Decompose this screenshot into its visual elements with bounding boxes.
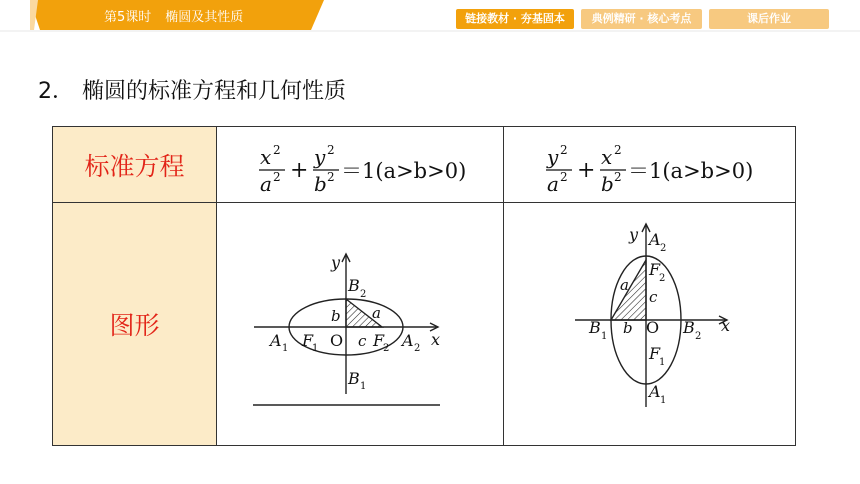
- svg-text:2: 2: [414, 343, 421, 354]
- nav-tab-examples[interactable]: 典例精研 · 核心考点: [581, 9, 702, 29]
- header-divider: [0, 30, 860, 32]
- lesson-title: [104, 6, 257, 25]
- fig-a-A1: A: [270, 331, 282, 350]
- fig-b-B2: B: [683, 318, 695, 337]
- fig-b-c: c: [649, 288, 658, 306]
- eq-b-den1-exp: 2: [560, 170, 568, 184]
- svg-text:2: 2: [383, 343, 390, 354]
- section-title: 椭圆的标准方程和几何性质: [82, 79, 347, 104]
- fig-b-y-label: y: [629, 225, 639, 244]
- eq-a-den1-exp: 2: [273, 170, 281, 184]
- fig-b-origin: O: [646, 318, 660, 337]
- svg-text:2: 2: [695, 331, 702, 342]
- fig-b-A1: A: [649, 382, 661, 401]
- fig-a-B2: B: [348, 276, 360, 295]
- eq-b-num2: x: [601, 145, 613, 169]
- fig-a-b: b: [331, 307, 341, 325]
- eq-b-den2-exp: 2: [614, 170, 622, 184]
- svg-text:1: 1: [312, 343, 319, 354]
- fig-b-B1: B: [589, 318, 601, 337]
- fig-a-B1: B: [348, 369, 360, 388]
- section-heading: [38, 74, 346, 105]
- figure-b-overlay: [503, 202, 794, 440]
- fig-a-x-label: x: [431, 330, 441, 349]
- equation-vertical: [504, 127, 796, 203]
- svg-text:2: 2: [660, 243, 667, 254]
- nav-tab-textbook[interactable]: 链接教材 · 夯基固本: [456, 9, 574, 29]
- svg-text:1: 1: [282, 343, 289, 354]
- eq-a-num1-exp: 2: [273, 143, 281, 157]
- eq-b-num2-exp: 2: [614, 143, 622, 157]
- eq-b-den1: a: [547, 172, 559, 196]
- eq-b-den2: b: [601, 172, 614, 196]
- svg-text:1: 1: [660, 395, 667, 406]
- lesson-tab: [30, 0, 324, 30]
- top-bar: [0, 0, 860, 33]
- fig-a-a: a: [372, 304, 381, 322]
- fig-b-b: b: [623, 319, 633, 337]
- svg-text:1: 1: [360, 381, 367, 392]
- lesson-topic: 椭圆及其性质: [165, 10, 244, 25]
- fig-b-F2: F: [649, 260, 661, 279]
- section-number: 2．: [38, 79, 74, 104]
- equation-horizontal: [217, 127, 504, 203]
- eq-b-rest: ＝1(a>b>0): [628, 159, 754, 183]
- fig-a-c: c: [358, 332, 367, 350]
- row-label-graph: 图形: [53, 203, 217, 446]
- fig-b-x-label: x: [721, 316, 731, 335]
- eq-a-den1: a: [260, 172, 272, 196]
- eq-a-num1: x: [260, 145, 272, 169]
- fig-b-A2: A: [649, 230, 661, 249]
- eq-b-num1-exp: 2: [560, 143, 568, 157]
- svg-text:+: +: [290, 158, 309, 183]
- fig-a-origin: O: [330, 331, 344, 350]
- fig-b-a: a: [620, 276, 629, 294]
- eq-a-den2-exp: 2: [327, 170, 335, 184]
- table-row-equation: [53, 127, 796, 203]
- svg-text:+: +: [577, 158, 596, 183]
- row-label-standard-equation: 标准方程: [53, 127, 217, 203]
- fig-a-y-label: y: [331, 253, 341, 272]
- fig-a-F1: F: [302, 331, 314, 350]
- svg-text:2: 2: [360, 289, 367, 300]
- eq-a-den2: b: [314, 172, 327, 196]
- nav-tab-homework[interactable]: 课后作业: [709, 9, 829, 29]
- svg-text:1: 1: [659, 357, 666, 368]
- figure-a-overlay: [216, 202, 502, 440]
- fig-a-A2: A: [402, 331, 414, 350]
- eq-b-num1: y: [547, 145, 559, 169]
- eq-a-rest: ＝1(a>b>0): [341, 159, 467, 183]
- eq-a-num2: y: [314, 145, 326, 169]
- equation-horizontal-svg: [217, 127, 503, 202]
- fig-a-F2: F: [373, 331, 385, 350]
- fig-b-F1: F: [649, 344, 661, 363]
- eq-a-num2-exp: 2: [327, 143, 335, 157]
- svg-text:2: 2: [659, 273, 666, 284]
- lesson-number: 第5课时: [104, 10, 152, 25]
- svg-text:1: 1: [601, 331, 608, 342]
- equation-vertical-svg: [504, 127, 795, 202]
